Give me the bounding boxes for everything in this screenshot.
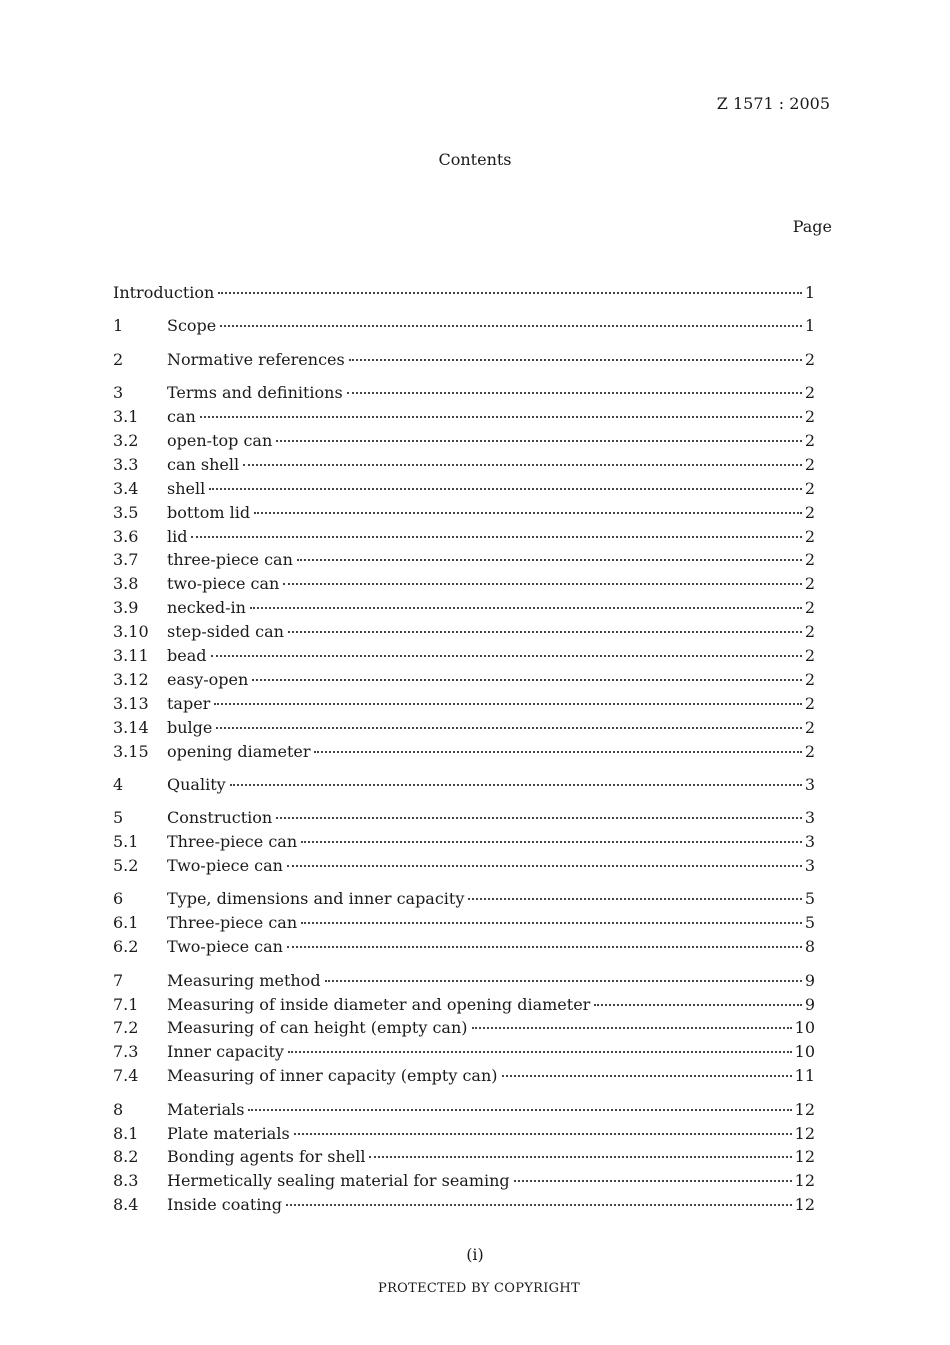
toc-entry[interactable] (113, 550, 815, 574)
toc-entry[interactable] (113, 670, 815, 694)
toc-entry-number: 3.14 (113, 717, 149, 737)
toc-entry-title: Measuring of inside diameter and opening diameter (167, 994, 591, 1014)
toc-entry-page: 11 (794, 1066, 815, 1086)
toc-entry-title: Type, dimensions and inner capacity (167, 889, 465, 909)
toc-entry-title: two-piece can (167, 574, 280, 594)
dot-leader (594, 1004, 801, 1006)
toc-entry[interactable] (113, 889, 815, 913)
dot-leader (254, 512, 802, 514)
dot-leader (200, 416, 802, 418)
toc-entry-page: 2 (804, 454, 815, 474)
toc-entry-title: Scope (167, 316, 217, 336)
toc-entry-title: open-top can (167, 430, 273, 450)
toc-entry-page: 8 (804, 937, 815, 957)
toc-entry[interactable] (113, 1100, 815, 1124)
toc-entry-number: 8.2 (113, 1147, 139, 1167)
toc-entry-title: taper (167, 693, 211, 713)
toc-entry-title: Terms and definitions (167, 383, 343, 403)
toc-entry-number: 3.5 (113, 502, 139, 522)
dot-leader (283, 583, 802, 585)
toc-entry-number: 4 (113, 774, 124, 794)
toc-entry[interactable] (113, 937, 815, 961)
toc-entry-page: 3 (804, 774, 815, 794)
toc-entry-page: 2 (804, 693, 815, 713)
dot-leader (472, 1027, 792, 1029)
toc-entry[interactable] (113, 574, 815, 598)
dot-leader (349, 359, 802, 361)
dot-leader (276, 817, 802, 819)
dot-leader (276, 440, 802, 442)
standard-id: Z 1571 : 2005 (716, 94, 830, 113)
table-of-contents (113, 283, 815, 1219)
toc-entry-title: opening diameter (167, 741, 311, 761)
toc-entry-number: 3.1 (113, 407, 139, 427)
toc-entry[interactable] (113, 1171, 815, 1195)
toc-entry[interactable] (113, 431, 815, 455)
toc-entry-number: 3.10 (113, 622, 149, 642)
toc-entry-page: 12 (794, 1147, 815, 1167)
toc-entry-title: shell (167, 478, 206, 498)
toc-entry-number: 6.1 (113, 913, 139, 933)
toc-entry-number: 3.13 (113, 693, 149, 713)
toc-entry-number: 7 (113, 970, 124, 990)
toc-entry[interactable] (113, 407, 815, 431)
toc-entry[interactable] (113, 598, 815, 622)
toc-entry[interactable] (113, 995, 815, 1019)
toc-entry-number: 3.15 (113, 741, 149, 761)
toc-entry[interactable] (113, 1195, 815, 1219)
dot-leader (250, 607, 802, 609)
toc-entry-title: Measuring of inner capacity (empty can) (167, 1066, 498, 1086)
dot-leader (514, 1180, 792, 1182)
dot-leader (297, 559, 802, 561)
toc-entry-number: 7.4 (113, 1066, 139, 1086)
toc-entry-number: 5 (113, 808, 124, 828)
dot-leader (286, 1204, 792, 1206)
toc-entry-title: Bonding agents for shell (167, 1147, 366, 1167)
toc-entry[interactable] (113, 694, 815, 718)
toc-entry-page: 2 (804, 502, 815, 522)
toc-entry-title: Measuring of can height (empty can) (167, 1018, 468, 1038)
toc-entry-title: Materials (167, 1099, 245, 1119)
dot-leader (314, 751, 801, 753)
toc-entry-number: 3.12 (113, 669, 149, 689)
toc-entry-title: bead (167, 645, 207, 665)
dot-leader (191, 536, 801, 538)
toc-entry-title: Three-piece can (167, 832, 298, 852)
dot-leader (288, 1051, 792, 1053)
toc-entry-page: 10 (794, 1018, 815, 1038)
toc-entry[interactable] (113, 479, 815, 503)
toc-entry-title: Quality (167, 774, 226, 794)
toc-entry-number: 7.2 (113, 1018, 139, 1038)
toc-entry-page: 1 (804, 316, 815, 336)
toc-entry-number: 3.8 (113, 574, 139, 594)
toc-entry-page: 3 (804, 808, 815, 828)
toc-entry-page: 2 (804, 622, 815, 642)
toc-entry[interactable] (113, 1018, 815, 1042)
toc-entry[interactable] (113, 316, 815, 340)
toc-entry-page: 2 (804, 598, 815, 618)
toc-entry-title: Three-piece can (167, 913, 298, 933)
toc-entry-number: 7.1 (113, 994, 139, 1014)
dot-leader (288, 631, 802, 633)
toc-entry-number: 3.11 (113, 645, 149, 665)
toc-entry[interactable] (113, 1066, 815, 1090)
toc-entry[interactable] (113, 622, 815, 646)
toc-entry-title: can (167, 407, 196, 427)
toc-entry[interactable] (113, 808, 815, 832)
toc-entry-page: 2 (804, 407, 815, 427)
dot-leader (218, 292, 801, 294)
toc-entry[interactable] (113, 971, 815, 995)
toc-entry[interactable] (113, 913, 815, 937)
toc-entry-page: 12 (794, 1195, 815, 1215)
page-title: Contents (438, 150, 512, 169)
toc-entry-page: 2 (804, 669, 815, 689)
toc-entry-title: three-piece can (167, 550, 293, 570)
toc-entry-title: Two-piece can (167, 937, 283, 957)
toc-entry[interactable] (113, 1147, 815, 1171)
dot-leader (301, 841, 802, 843)
toc-entry-page: 2 (804, 383, 815, 403)
toc-entry-page: 2 (804, 741, 815, 761)
toc-entry[interactable] (113, 527, 815, 551)
toc-entry-number: 8.1 (113, 1123, 139, 1143)
toc-entry-title: Construction (167, 808, 273, 828)
toc-entry-title: Normative references (167, 349, 345, 369)
copyright-notice: PROTECTED BY COPYRIGHT (378, 1281, 580, 1296)
toc-entry-page: 9 (804, 994, 815, 1014)
toc-entry-page: 12 (794, 1171, 815, 1191)
toc-entry-number: 6 (113, 889, 124, 909)
toc-entry-page: 2 (804, 478, 815, 498)
toc-entry[interactable] (113, 350, 815, 374)
toc-entry-page: 2 (804, 574, 815, 594)
toc-entry[interactable] (113, 742, 815, 766)
dot-leader (214, 703, 801, 705)
toc-entry[interactable] (113, 1124, 815, 1148)
dot-leader (294, 1133, 792, 1135)
toc-entry-number: 3.9 (113, 598, 139, 618)
toc-entry-number: 8.3 (113, 1171, 139, 1191)
dot-leader (502, 1075, 792, 1077)
toc-entry[interactable] (113, 1042, 815, 1066)
toc-entry-page: 9 (804, 970, 815, 990)
dot-leader (230, 784, 802, 786)
toc-entry[interactable] (113, 832, 815, 856)
dot-leader (325, 980, 802, 982)
toc-entry-title: Two-piece can (167, 856, 283, 876)
toc-entry-page: 2 (804, 645, 815, 665)
toc-entry[interactable] (113, 646, 815, 670)
dot-leader (287, 946, 802, 948)
toc-entry-page: 5 (804, 913, 815, 933)
toc-entry-number: 3 (113, 383, 124, 403)
toc-entry-title: Plate materials (167, 1123, 290, 1143)
toc-entry-page: 2 (804, 526, 815, 546)
toc-entry-title: Inside coating (167, 1195, 282, 1215)
dot-leader (252, 679, 802, 681)
toc-entry-title: Hermetically sealing material for seaming (167, 1171, 510, 1191)
toc-entry-number: 7.3 (113, 1042, 139, 1062)
toc-entry-title: can shell (167, 454, 240, 474)
dot-leader (301, 922, 802, 924)
dot-leader (347, 392, 802, 394)
toc-entry-page: 5 (804, 889, 815, 909)
dot-leader (209, 488, 802, 490)
toc-entry-page: 2 (804, 550, 815, 570)
toc-entry[interactable] (113, 383, 815, 407)
toc-entry-page: 12 (794, 1099, 815, 1119)
toc-entry-number: 8 (113, 1099, 124, 1119)
toc-entry-number: 2 (113, 349, 124, 369)
toc-entry[interactable] (113, 718, 815, 742)
toc-entry-title: Measuring method (167, 970, 321, 990)
toc-entry[interactable] (113, 856, 815, 880)
toc-entry[interactable] (113, 775, 815, 799)
dot-leader (287, 865, 802, 867)
toc-entry-page: 3 (804, 832, 815, 852)
page-folio: (i) (466, 1245, 484, 1264)
toc-entry-number: 6.2 (113, 937, 139, 957)
toc-entry-number: 5.1 (113, 832, 139, 852)
toc-entry-number: 3.6 (113, 526, 139, 546)
toc-entry-page: 2 (804, 717, 815, 737)
toc-entry-title: Introduction (113, 283, 215, 302)
toc-entry-number: 3.7 (113, 550, 139, 570)
dot-leader (468, 898, 801, 900)
toc-entry-number: 1 (113, 316, 124, 336)
toc-entry-number: 8.4 (113, 1195, 139, 1215)
toc-entry-number: 5.2 (113, 856, 139, 876)
toc-entry-title: lid (167, 526, 188, 546)
toc-entry[interactable] (113, 283, 815, 307)
toc-entry-page: 2 (804, 430, 815, 450)
toc-entry-title: easy-open (167, 669, 249, 689)
toc-entry[interactable] (113, 503, 815, 527)
dot-leader (248, 1109, 791, 1111)
toc-entry-number: 3.2 (113, 430, 139, 450)
toc-entry-title: step-sided can (167, 622, 284, 642)
dot-leader (211, 655, 802, 657)
toc-entry-title: bulge (167, 717, 213, 737)
dot-leader (369, 1156, 791, 1158)
toc-entry-title: necked-in (167, 598, 246, 618)
toc-entry-title: Inner capacity (167, 1042, 284, 1062)
toc-entry-page: 10 (794, 1042, 815, 1062)
toc-entry-title: bottom lid (167, 502, 251, 522)
toc-entry-page: 2 (804, 349, 815, 369)
toc-entry-number: 3.3 (113, 454, 139, 474)
dot-leader (216, 727, 801, 729)
toc-entry-page: 1 (804, 283, 815, 302)
toc-entry-page: 3 (804, 856, 815, 876)
toc-entry[interactable] (113, 455, 815, 479)
toc-entry-page: 12 (794, 1123, 815, 1143)
dot-leader (220, 325, 802, 327)
page-column-label: Page (792, 217, 832, 236)
toc-entry-number: 3.4 (113, 478, 139, 498)
dot-leader (243, 464, 802, 466)
